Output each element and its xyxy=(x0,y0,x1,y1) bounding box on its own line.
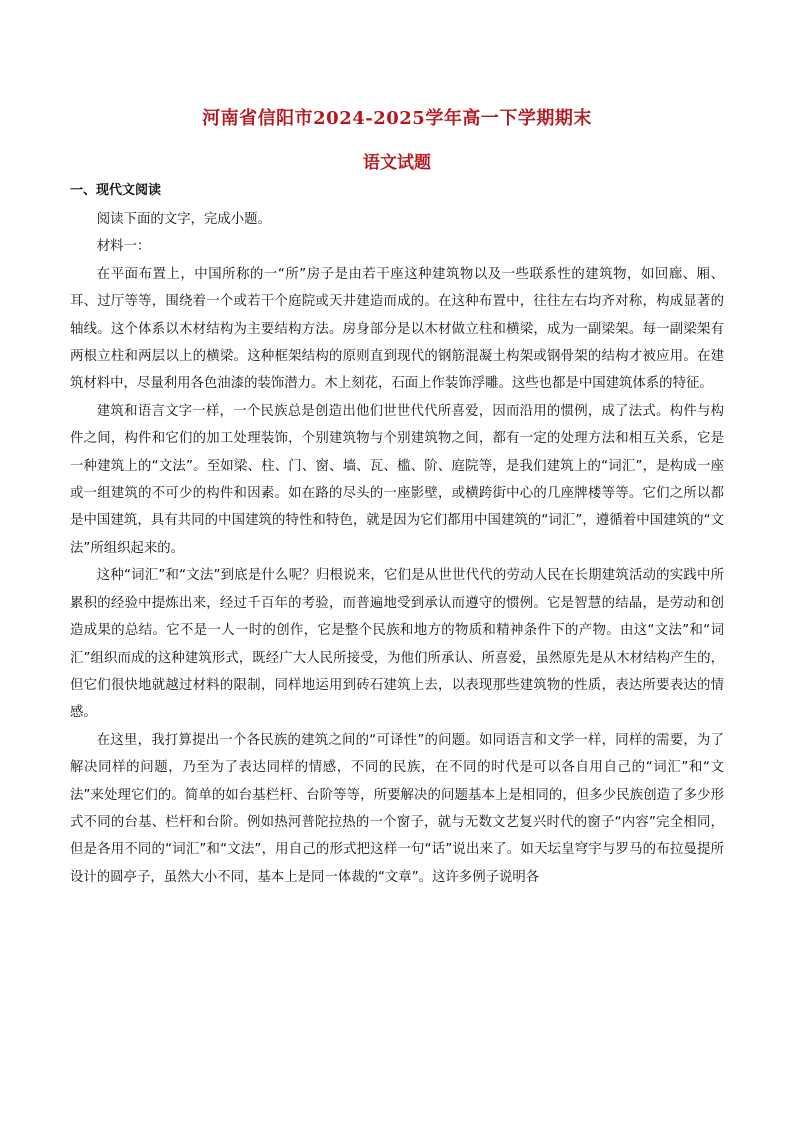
reading-passage xyxy=(70,206,724,891)
document-subtitle: 语文试题 xyxy=(363,153,431,173)
passage-paragraph: 建筑和语言文字一样，一个民族总是创造出他们世世代代所喜爱，因而沿用的惯例，成了法式。构件与构件之间，构件和它们的加工处理装饰，个别建筑物与个别建筑物之间，都有一定的处理方法和相互关系，它是一种建筑上的“文法”。至如梁、柱、门、窗、墙、瓦、槛、阶、庭院等，是我们建筑上的“词汇”，是构成一座或一组建筑的不可少的构件和因素。如在路的尽头的一座影壁，或横跨街中心的几座牌楼等等。它们之所以都是中国建筑，具有共同的中国建筑的特性和特色，就是因为它们都用中国建筑的“词汇”，遵循着中国建筑的“文法”所组织起来的。 xyxy=(70,403,724,556)
passage-paragraph: 在这里，我打算提出一个各民族的建筑之间的“可译性”的问题。如同语言和文学一样，同样的需要，为了解决同样的问题，乃至为了表达同样的情感，不同的民族，在不同的时代是可以各自用自己的“词汇”和“文法”来处理它们的。简单的如台基栏杆、台阶等等，所要解决的问题基本上是相同的，但多少民族创造了多少形式不同的台基、栏杆和台阶。例如热河普陀拉热的一个窗子，就与无数文艺复兴时代的窗子“内容”完全相同，但是各用不同的“词汇”和“文法”，用自己的形式把这样一句“话”说出来了。如天坛皇穹宇与罗马的布拉曼提所设计的圆亭子，虽然大小不同，基本上是同一体裁的“文章”。这许多例子说明各 xyxy=(70,732,724,885)
document-title: 河南省信阳市2024-2025学年高一下学期期末 xyxy=(202,108,592,129)
instruction-text: 阅读下面的文字，完成小题。 xyxy=(96,212,271,227)
passage-paragraph: 这种“词汇”和“文法”到底是什么呢？归根说来，它们是从世世代代的劳动人民在长期建筑活动的实践中所累积的经验中提炼出来，经过千百年的考验，而普遍地受到承认而遵守的惯例。它是智慧的结晶，是劳动和创造成果的总结。它不是一人一时的创作，它是整个民族和地方的物质和精神条件下的产物。由这“文法”和“词汇”组织而成的这种建筑形式，既经广大人民所接受，为他们所承认、所喜爱，虽然原先是从木材结构产生的，但它们很快地就越过材料的限制，同样地运用到砖石建筑上去，以表现那些建筑物的性质，表达所要表达的情感。 xyxy=(70,568,724,721)
section-heading: 一、现代文阅读 xyxy=(70,183,162,198)
material-label: 材料一： xyxy=(96,239,151,255)
passage-paragraph: 在平面布置上，中国所称的一“所”房子是由若干座这种建筑物以及一些联系性的建筑物，如回廊、厢、耳、过厅等等，围绕着一个或若干个庭院或天井建造而成的。在这种布置中，往往左右均齐对称，构成显著的轴线。这个体系以木材结构为主要结构方法。房身部分是以木材做立柱和横梁，成为一副梁架。每一副梁架有两根立柱和两层以上的横梁。这种框架结构的原则直到现代的钢筋混凝土构架或钢骨架的结构才被应用。在建筑材料中，尽量利用各色油漆的装饰潜力。木上刻花，石面上作装饰浮雕。这些也都是中国建筑体系的特征。 xyxy=(70,266,724,392)
